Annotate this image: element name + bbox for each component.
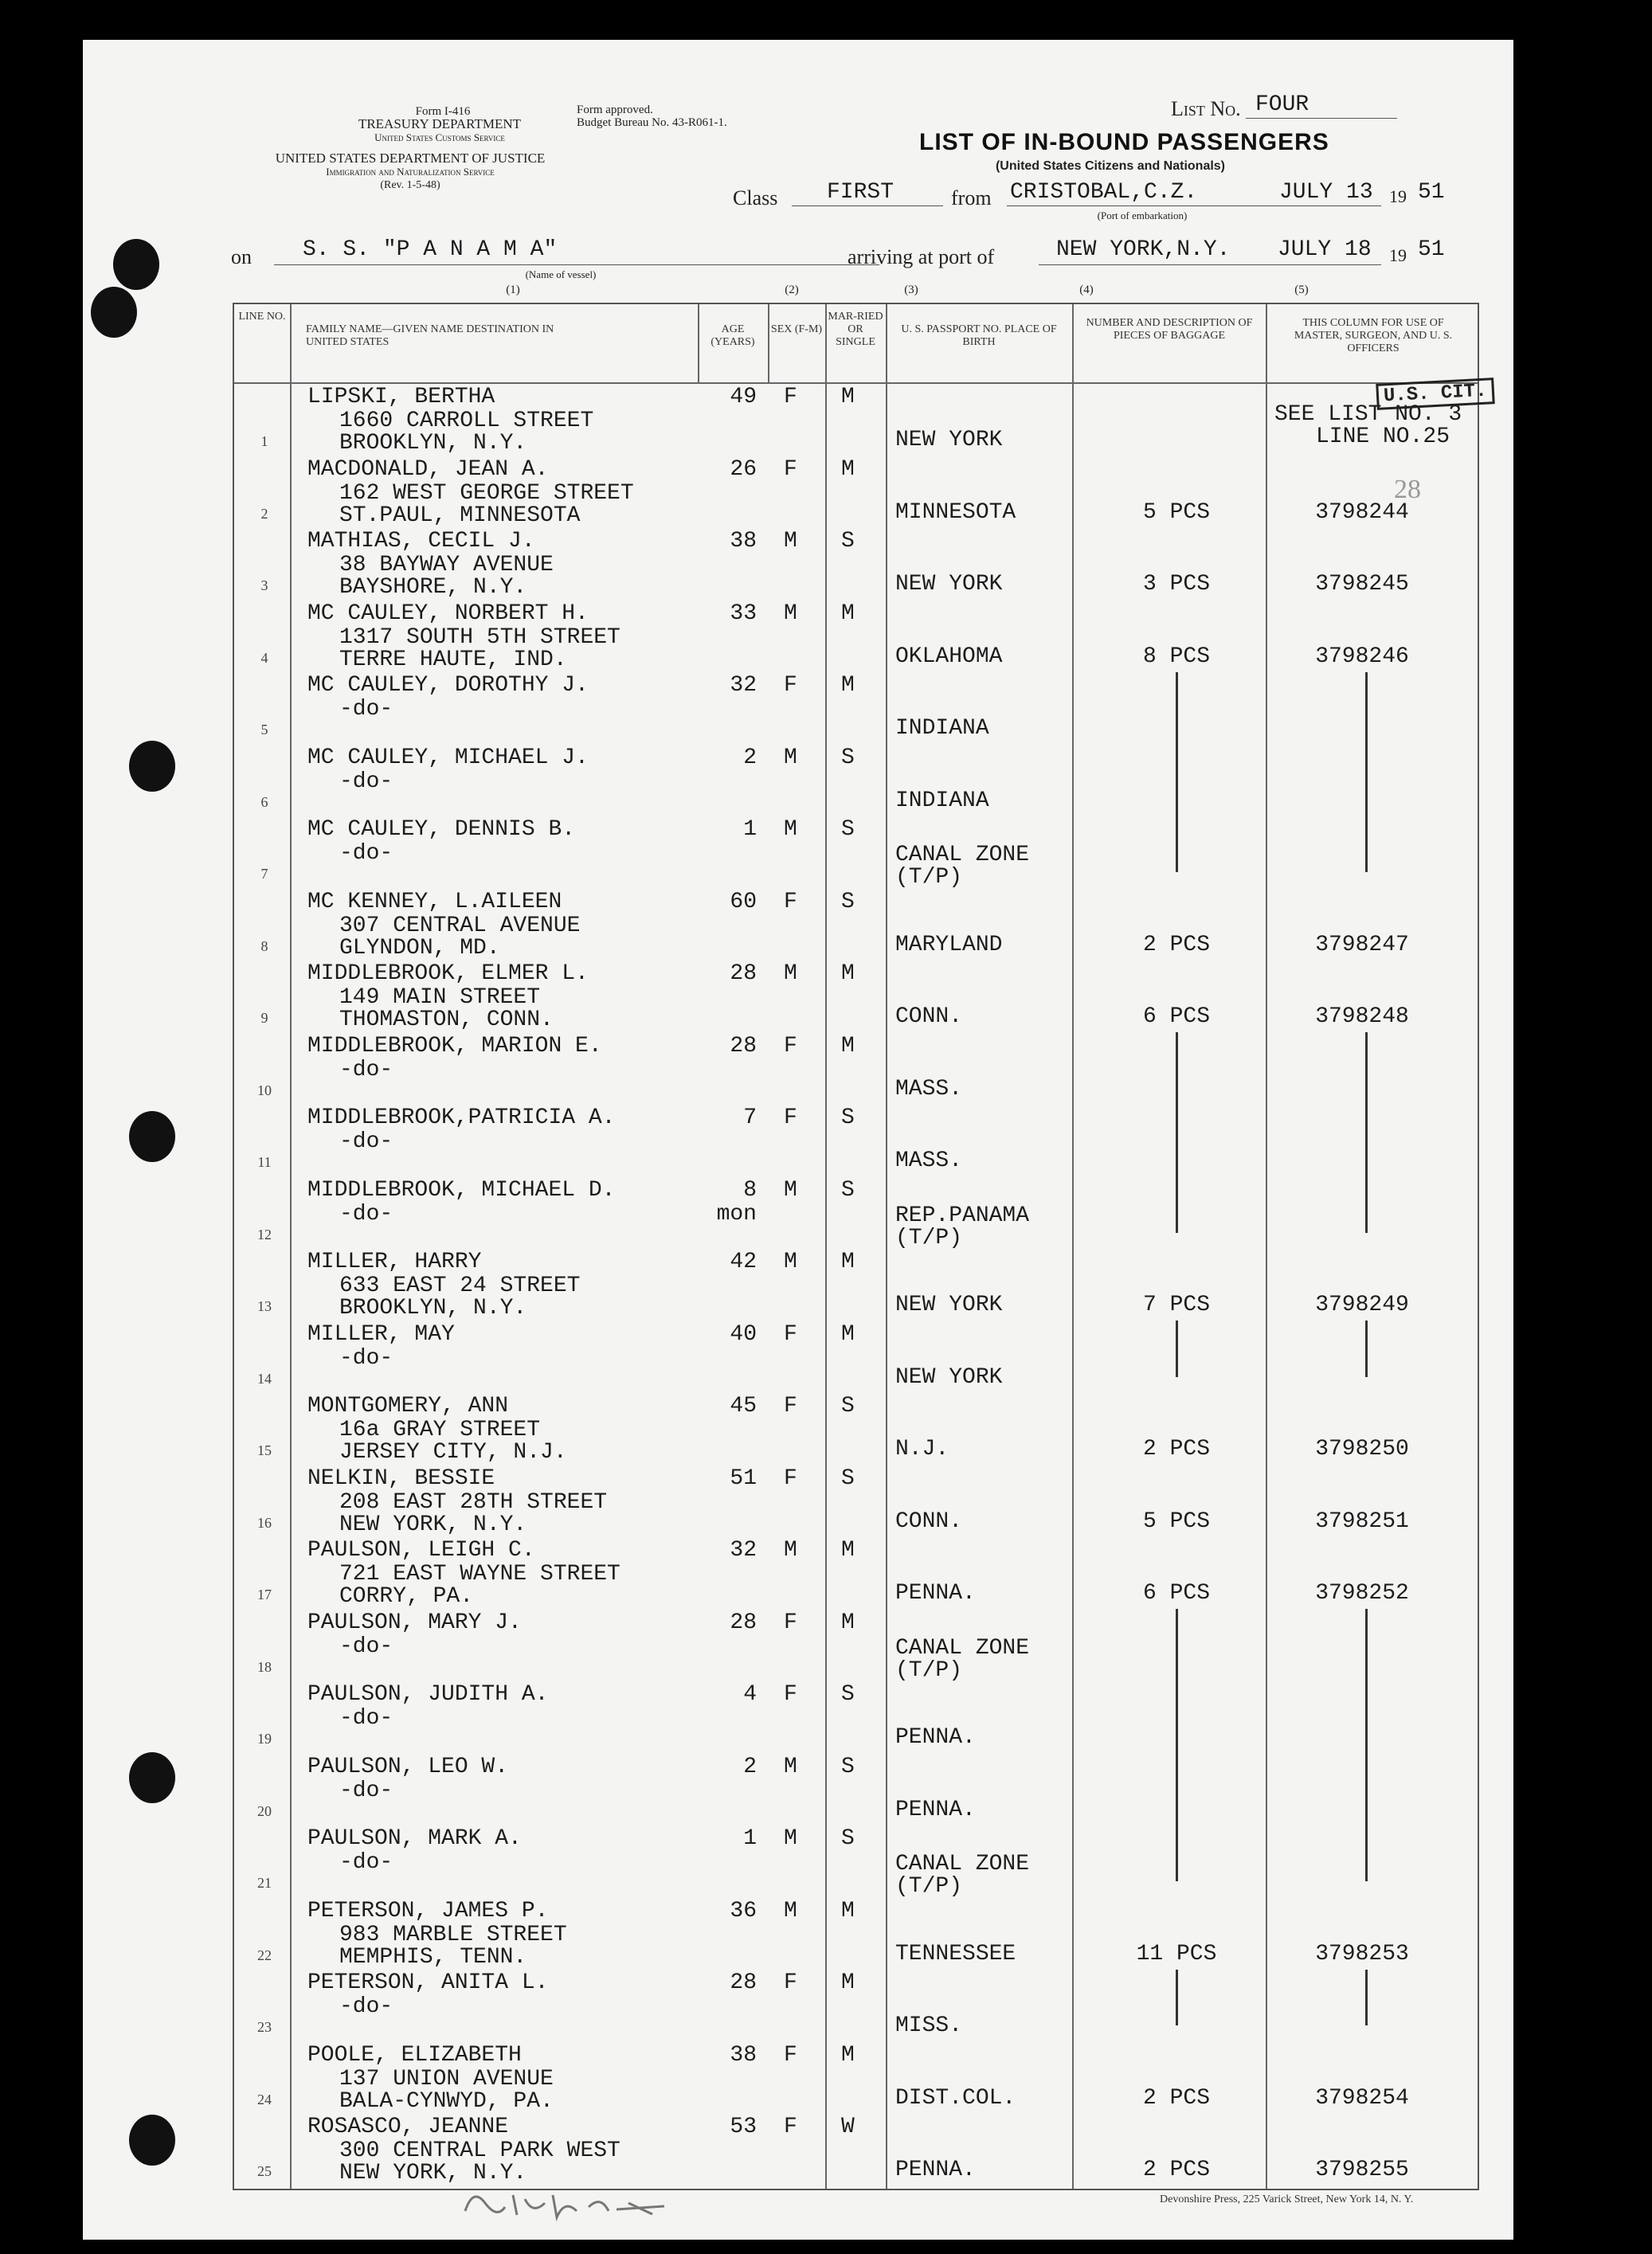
row-12-birth: (T/P) xyxy=(895,1225,963,1250)
row-19-ms: S xyxy=(841,1682,855,1707)
row-6-name: MC CAULEY, MICHAEL J. xyxy=(307,745,589,770)
row-12-age: mon xyxy=(716,1201,757,1227)
col-number-4: (4) xyxy=(1079,284,1094,296)
row-13-sex: M xyxy=(784,1250,797,1274)
row-20-ms: S xyxy=(841,1754,855,1779)
col-number-3: (3) xyxy=(904,284,918,296)
row-16-off: 3798251 xyxy=(1315,1509,1409,1534)
row-17-bag: 6 PCS xyxy=(1142,1581,1210,1606)
punch-hole xyxy=(129,1111,175,1162)
row-4-sex: M xyxy=(784,601,797,626)
row-11-birth: MASS. xyxy=(895,1149,963,1173)
row-16-name: NELKIN, BESSIE xyxy=(307,1465,495,1491)
row-22-addr: MEMPHIS, TENN. xyxy=(339,1944,527,1970)
ditto-officer-mark xyxy=(1365,1321,1368,1377)
row-15-birth: N.J. xyxy=(895,1437,949,1462)
row-9-no: 9 xyxy=(260,1010,268,1026)
printer-footer: Devonshire Press, 225 Varick Street, New York 14, N. Y. xyxy=(1160,2193,1414,2205)
row-5-ms: M xyxy=(841,673,855,698)
row-5-birth: INDIANA xyxy=(895,716,989,741)
arrival-date: JULY 18 xyxy=(1278,237,1372,262)
year-prefix: 19 xyxy=(1389,186,1407,206)
row-3-birth: NEW YORK xyxy=(895,572,1003,597)
punch-hole xyxy=(91,287,137,338)
ditto-bag-mark xyxy=(1176,1321,1178,1377)
row-18-name: PAULSON, MARY J. xyxy=(307,1610,522,1635)
row-4-off: 3798246 xyxy=(1315,644,1409,669)
row-10-birth: MASS. xyxy=(895,1076,963,1102)
row-24-age: 38 xyxy=(730,2042,757,2068)
row-3-addr: 38 BAYWAY AVENUE xyxy=(339,553,554,577)
row-9-age: 28 xyxy=(730,961,757,986)
row-24-birth: DIST.COL. xyxy=(895,2085,1016,2111)
revision: (Rev. 1-5-48) xyxy=(380,179,440,191)
row-7-no: 7 xyxy=(260,866,268,882)
row-13-age: 42 xyxy=(730,1250,757,1274)
row-9-name: MIDDLEBROOK, ELMER L. xyxy=(307,961,589,986)
row-23-ms: M xyxy=(841,1970,855,1995)
row-21-addr: -do- xyxy=(339,1850,393,1875)
row-18-ms: M xyxy=(841,1610,855,1635)
row-12-addr: -do- xyxy=(339,1201,393,1227)
row-19-name: PAULSON, JUDITH A. xyxy=(307,1682,549,1707)
col-number-2: (2) xyxy=(785,284,799,296)
class-value: FIRST xyxy=(827,180,895,205)
row-6-no: 6 xyxy=(260,793,268,810)
row-5-name: MC CAULEY, DOROTHY J. xyxy=(307,673,589,698)
port-note: (Port of embarkation) xyxy=(1097,209,1188,221)
row-23-name: PETERSON, ANITA L. xyxy=(307,1970,549,1995)
us-citizen-stamp: U.S. CIT. xyxy=(1376,378,1494,410)
row-23-birth: MISS. xyxy=(895,2013,963,2038)
row-15-sex: F xyxy=(784,1394,797,1419)
punch-hole xyxy=(129,741,175,792)
row-2-age: 26 xyxy=(730,456,757,482)
list-no-underline xyxy=(1246,118,1397,119)
ditto-officer-mark xyxy=(1365,1609,1368,1881)
row-3-no: 3 xyxy=(260,577,268,593)
row-21-name: PAULSON, MARK A. xyxy=(307,1826,522,1851)
row-22-off: 3798253 xyxy=(1315,1941,1409,1966)
arrival-underline xyxy=(1039,264,1381,265)
row-13-addr: 633 EAST 24 STREET xyxy=(339,1274,581,1298)
row-11-name: MIDDLEBROOK,PATRICIA A. xyxy=(307,1105,616,1130)
row-22-addr: 983 MARBLE STREET xyxy=(339,1922,567,1947)
row-14-addr: -do- xyxy=(339,1345,393,1371)
row-4-birth: OKLAHOMA xyxy=(895,644,1003,669)
row-3-age: 38 xyxy=(730,529,757,554)
row-9-birth: CONN. xyxy=(895,1004,963,1029)
row-10-sex: F xyxy=(784,1033,797,1059)
row-12-no: 12 xyxy=(257,1226,272,1242)
row-2-off: 3798244 xyxy=(1315,499,1409,525)
row-15-name: MONTGOMERY, ANN xyxy=(307,1394,509,1419)
row-12-birth: REP.PANAMA xyxy=(895,1203,1030,1228)
embarkation-date: JULY 13 xyxy=(1279,180,1373,205)
col-header-officers: THIS COLUMN FOR USE OF MASTER, SURGEON, AND U. S. OFFICERS xyxy=(1294,317,1453,354)
row-15-addr: 16a GRAY STREET xyxy=(339,1418,541,1442)
row-3-name: MATHIAS, CECIL J. xyxy=(307,529,535,554)
punch-hole xyxy=(129,2115,175,2166)
ditto-officer-mark xyxy=(1365,1970,1368,2026)
row-25-age: 53 xyxy=(730,2115,757,2139)
row-2-addr: ST.PAUL, MINNESOTA xyxy=(339,503,581,528)
row-3-ms: S xyxy=(841,529,855,554)
row-20-name: PAULSON, LEO W. xyxy=(307,1754,509,1779)
row-16-bag: 5 PCS xyxy=(1142,1509,1210,1534)
row-8-addr: GLYNDON, MD. xyxy=(339,935,500,961)
row-7-age: 1 xyxy=(743,817,757,842)
row-16-sex: F xyxy=(784,1465,797,1491)
row-15-addr: JERSEY CITY, N.J. xyxy=(339,1440,567,1465)
row-15-age: 45 xyxy=(730,1394,757,1419)
row-19-age: 4 xyxy=(743,1682,757,1707)
row-24-off: 3798254 xyxy=(1315,2085,1409,2111)
justice-dept: UNITED STATES DEPARTMENT OF JUSTICE xyxy=(275,151,546,166)
row-7-sex: M xyxy=(784,817,797,842)
class-label: Class xyxy=(733,186,778,209)
row-17-birth: PENNA. xyxy=(895,1581,976,1606)
row-8-age: 60 xyxy=(730,889,757,914)
row-25-bag: 2 PCS xyxy=(1142,2158,1210,2182)
row-9-off: 3798248 xyxy=(1315,1004,1409,1029)
row-19-no: 19 xyxy=(257,1731,272,1747)
on-label: on xyxy=(231,245,252,268)
row-2-sex: F xyxy=(784,456,797,482)
row-25-sex: F xyxy=(784,2115,797,2139)
row-8-off: 3798247 xyxy=(1315,932,1409,957)
row-21-birth: (T/P) xyxy=(895,1874,963,1899)
from-label: from xyxy=(951,186,992,209)
row-14-sex: F xyxy=(784,1321,797,1347)
row-1-no: 1 xyxy=(260,433,268,449)
list-no-label: List No. xyxy=(1171,97,1241,120)
from-underline xyxy=(1007,205,1381,206)
row-19-birth: PENNA. xyxy=(895,1725,976,1750)
row-15-off: 3798250 xyxy=(1315,1437,1409,1462)
row-18-sex: F xyxy=(784,1610,797,1635)
row-1-birth: NEW YORK xyxy=(895,428,1003,452)
row-4-ms: M xyxy=(841,601,855,626)
row-9-addr: THOMASTON, CONN. xyxy=(339,1008,554,1032)
row-24-sex: F xyxy=(784,2042,797,2068)
ditto-bag-mark xyxy=(1176,1970,1178,2026)
row-1-age: 49 xyxy=(730,385,757,409)
row-2-ms: M xyxy=(841,456,855,482)
row-10-name: MIDDLEBROOK, MARION E. xyxy=(307,1033,602,1059)
row-10-age: 28 xyxy=(730,1033,757,1059)
ditto-officer-mark xyxy=(1365,1032,1368,1233)
row-20-addr: -do- xyxy=(339,1778,393,1803)
row-6-ms: S xyxy=(841,745,855,770)
row-13-addr: BROOKLYN, N.Y. xyxy=(339,1296,527,1321)
row-15-no: 15 xyxy=(257,1442,272,1458)
row-16-addr: NEW YORK, N.Y. xyxy=(339,1512,527,1537)
row-4-bag: 8 PCS xyxy=(1142,644,1210,669)
row-25-ms: W xyxy=(841,2115,855,2139)
row-1-name: LIPSKI, BERTHA xyxy=(307,385,495,409)
row-10-no: 10 xyxy=(257,1082,272,1098)
row-20-no: 20 xyxy=(257,1802,272,1819)
ditto-bag-mark xyxy=(1176,672,1178,873)
ditto-officer-mark xyxy=(1365,672,1368,873)
row-17-age: 32 xyxy=(730,1538,757,1563)
treasury-dept: TREASURY DEPARTMENT xyxy=(358,116,522,131)
col-number-1: (1) xyxy=(506,284,520,296)
row-9-bag: 6 PCS xyxy=(1142,1004,1210,1029)
row-24-addr: BALA-CYNWYD, PA. xyxy=(339,2088,554,2114)
row-5-addr: -do- xyxy=(339,697,393,722)
row-6-birth: INDIANA xyxy=(895,788,989,813)
row-24-addr: 137 UNION AVENUE xyxy=(339,2066,554,2092)
row-3-bag: 3 PCS xyxy=(1142,572,1210,597)
row-14-name: MILLER, MAY xyxy=(307,1321,455,1347)
row-21-age: 1 xyxy=(743,1826,757,1851)
row-4-name: MC CAULEY, NORBERT H. xyxy=(307,601,589,626)
row-14-age: 40 xyxy=(730,1321,757,1347)
row-25-off: 3798255 xyxy=(1315,2158,1409,2182)
immigration-service: Immigration and Naturalization Service xyxy=(326,166,495,178)
row-17-sex: M xyxy=(784,1538,797,1563)
row-25-name: ROSASCO, JEANNE xyxy=(307,2115,509,2139)
row-21-ms: S xyxy=(841,1826,855,1851)
row-1-addr: BROOKLYN, N.Y. xyxy=(339,431,527,456)
punch-hole xyxy=(113,239,159,290)
row-22-sex: M xyxy=(784,1898,797,1923)
row-14-no: 14 xyxy=(257,1370,272,1387)
row-8-bag: 2 PCS xyxy=(1142,932,1210,957)
row-12-sex: M xyxy=(784,1177,797,1203)
document-subtitle: (United States Citizens and Nationals) xyxy=(995,159,1226,173)
row-18-birth: (T/P) xyxy=(895,1657,963,1683)
passenger-table xyxy=(233,303,1479,2190)
col-header-age: AGE (YEARS) xyxy=(711,323,755,348)
punch-hole xyxy=(129,1752,175,1803)
row-22-bag: 11 PCS xyxy=(1136,1941,1217,1966)
row-3-sex: M xyxy=(784,529,797,554)
row-7-ms: S xyxy=(841,817,855,842)
row-1-off: LINE NO.25 xyxy=(1315,425,1450,449)
row-16-addr: 208 EAST 28TH STREET xyxy=(339,1489,608,1515)
list-no-value: FOUR xyxy=(1255,92,1309,117)
class-underline xyxy=(792,205,943,206)
row-2-no: 2 xyxy=(260,505,268,522)
row-22-birth: TENNESSEE xyxy=(895,1941,1016,1966)
row-16-birth: CONN. xyxy=(895,1509,963,1534)
vessel-underline xyxy=(274,264,879,265)
vessel-note: (Name of vessel) xyxy=(525,268,597,280)
budget-bureau: Budget Bureau No. 43-R061-1. xyxy=(577,116,727,129)
row-23-no: 23 xyxy=(257,2019,272,2035)
row-19-addr: -do- xyxy=(339,1706,393,1731)
from-value: CRISTOBAL,C.Z. xyxy=(1010,180,1198,205)
row-25-addr: 300 CENTRAL PARK WEST xyxy=(339,2139,620,2163)
row-10-addr: -do- xyxy=(339,1057,393,1082)
row-11-addr: -do- xyxy=(339,1129,393,1154)
row-25-addr: NEW YORK, N.Y. xyxy=(339,2161,527,2186)
row-12-age: 8 xyxy=(743,1177,757,1203)
row-4-no: 4 xyxy=(260,649,268,666)
row-13-no: 13 xyxy=(257,1298,272,1314)
arrival-port: NEW YORK,N.Y. xyxy=(1056,237,1231,262)
embarkation-year: 51 xyxy=(1418,180,1445,205)
row-24-no: 24 xyxy=(257,2091,272,2107)
row-3-off: 3798245 xyxy=(1315,572,1409,597)
row-1-off: SEE LIST NO. 3 xyxy=(1274,402,1462,427)
document-page xyxy=(83,40,1513,2240)
row-12-ms: S xyxy=(841,1177,855,1203)
row-13-ms: M xyxy=(841,1250,855,1274)
row-9-ms: M xyxy=(841,961,855,986)
ditto-bag-mark xyxy=(1176,1032,1178,1233)
side-note: 28 xyxy=(1394,475,1421,504)
row-11-no: 11 xyxy=(257,1154,272,1170)
row-9-sex: M xyxy=(784,961,797,986)
document-title: LIST OF IN-BOUND PASSENGERS xyxy=(919,129,1329,155)
row-22-no: 22 xyxy=(257,1947,272,1963)
row-6-addr: -do- xyxy=(339,769,393,794)
row-21-no: 21 xyxy=(257,1875,272,1891)
row-13-birth: NEW YORK xyxy=(895,1293,1003,1317)
row-21-sex: M xyxy=(784,1826,797,1851)
form-approved: Form approved. xyxy=(577,104,653,116)
col-header-passport: U. S. PASSPORT NO. PLACE OF BIRTH xyxy=(901,323,1057,348)
row-1-addr: 1660 CARROLL STREET xyxy=(339,409,594,433)
row-11-sex: F xyxy=(784,1105,797,1130)
row-17-ms: M xyxy=(841,1538,855,1563)
row-1-sex: F xyxy=(784,385,797,409)
row-24-bag: 2 PCS xyxy=(1142,2085,1210,2111)
row-5-no: 5 xyxy=(260,722,268,738)
row-8-sex: F xyxy=(784,889,797,914)
row-11-ms: S xyxy=(841,1105,855,1130)
row-20-sex: M xyxy=(784,1754,797,1779)
arriving-label: arriving at port of xyxy=(848,245,995,268)
row-25-birth: PENNA. xyxy=(895,2158,976,2182)
row-6-age: 2 xyxy=(743,745,757,770)
row-10-ms: M xyxy=(841,1033,855,1059)
row-14-ms: M xyxy=(841,1321,855,1347)
col-header-name: FAMILY NAME—GIVEN NAME DESTINATION IN UNITED STATES xyxy=(306,323,554,348)
row-23-addr: -do- xyxy=(339,1994,393,2019)
col-number-5: (5) xyxy=(1294,284,1309,296)
row-2-bag: 5 PCS xyxy=(1142,499,1210,525)
row-8-birth: MARYLAND xyxy=(895,932,1003,957)
row-17-off: 3798252 xyxy=(1315,1581,1409,1606)
ditto-bag-mark xyxy=(1176,1609,1178,1881)
row-8-ms: S xyxy=(841,889,855,914)
row-25-no: 25 xyxy=(257,2163,272,2179)
row-9-addr: 149 MAIN STREET xyxy=(339,985,541,1010)
col-header-baggage: NUMBER AND DESCRIPTION OF PIECES OF BAGGAGE xyxy=(1086,317,1253,342)
row-17-addr: CORRY, PA. xyxy=(339,1584,474,1609)
col-header-married: MAR-RIED OR SINGLE xyxy=(828,311,883,348)
row-5-age: 32 xyxy=(730,673,757,698)
row-17-addr: 721 EAST WAYNE STREET xyxy=(339,1562,620,1587)
row-13-bag: 7 PCS xyxy=(1142,1293,1210,1317)
row-22-ms: M xyxy=(841,1898,855,1923)
row-15-bag: 2 PCS xyxy=(1142,1437,1210,1462)
row-24-ms: M xyxy=(841,2042,855,2068)
row-20-birth: PENNA. xyxy=(895,1797,976,1822)
row-2-name: MACDONALD, JEAN A. xyxy=(307,456,549,482)
row-18-addr: -do- xyxy=(339,1634,393,1659)
row-11-age: 7 xyxy=(743,1105,757,1130)
row-17-name: PAULSON, LEIGH C. xyxy=(307,1538,535,1563)
row-7-birth: CANAL ZONE xyxy=(895,843,1030,867)
col-header-sex: SEX (F-M) xyxy=(770,323,823,335)
row-22-age: 36 xyxy=(730,1898,757,1923)
row-2-birth: MINNESOTA xyxy=(895,499,1016,525)
row-23-age: 28 xyxy=(730,1970,757,1995)
customs-service: United States Customs Service xyxy=(374,131,505,143)
row-13-off: 3798249 xyxy=(1315,1293,1409,1317)
row-4-addr: 1317 SOUTH 5TH STREET xyxy=(339,624,620,650)
row-5-sex: F xyxy=(784,673,797,698)
signature xyxy=(457,2179,696,2227)
row-7-birth: (T/P) xyxy=(895,865,963,890)
row-18-birth: CANAL ZONE xyxy=(895,1635,1030,1661)
col-header-line: LINE NO. xyxy=(238,311,286,323)
row-24-name: POOLE, ELIZABETH xyxy=(307,2042,522,2068)
row-8-no: 8 xyxy=(260,937,268,954)
row-16-no: 16 xyxy=(257,1514,272,1531)
row-20-age: 2 xyxy=(743,1754,757,1779)
vessel-name: S. S. "P A N A M A" xyxy=(303,237,558,262)
row-7-addr: -do- xyxy=(339,841,393,866)
row-18-age: 28 xyxy=(730,1610,757,1635)
row-4-age: 33 xyxy=(730,601,757,626)
row-6-sex: M xyxy=(784,745,797,770)
row-1-ms: M xyxy=(841,385,855,409)
row-17-no: 17 xyxy=(257,1587,272,1602)
row-18-no: 18 xyxy=(257,1658,272,1675)
row-8-addr: 307 CENTRAL AVENUE xyxy=(339,913,581,938)
row-13-name: MILLER, HARRY xyxy=(307,1250,482,1274)
form-number: Form I-416 xyxy=(415,105,471,118)
row-3-addr: BAYSHORE, N.Y. xyxy=(339,575,527,600)
row-15-ms: S xyxy=(841,1394,855,1419)
row-21-birth: CANAL ZONE xyxy=(895,1852,1030,1876)
row-14-birth: NEW YORK xyxy=(895,1364,1003,1390)
row-12-name: MIDDLEBROOK, MICHAEL D. xyxy=(307,1177,616,1203)
arrival-year: 51 xyxy=(1418,237,1445,262)
row-22-name: PETERSON, JAMES P. xyxy=(307,1898,549,1923)
row-4-addr: TERRE HAUTE, IND. xyxy=(339,647,567,672)
row-16-ms: S xyxy=(841,1465,855,1491)
row-19-sex: F xyxy=(784,1682,797,1707)
row-2-addr: 162 WEST GEORGE STREET xyxy=(339,480,634,506)
row-16-age: 51 xyxy=(730,1465,757,1491)
row-8-name: MC KENNEY, L.AILEEN xyxy=(307,889,562,914)
year-prefix-2: 19 xyxy=(1389,245,1407,265)
row-7-name: MC CAULEY, DENNIS B. xyxy=(307,817,576,842)
row-23-sex: F xyxy=(784,1970,797,1995)
